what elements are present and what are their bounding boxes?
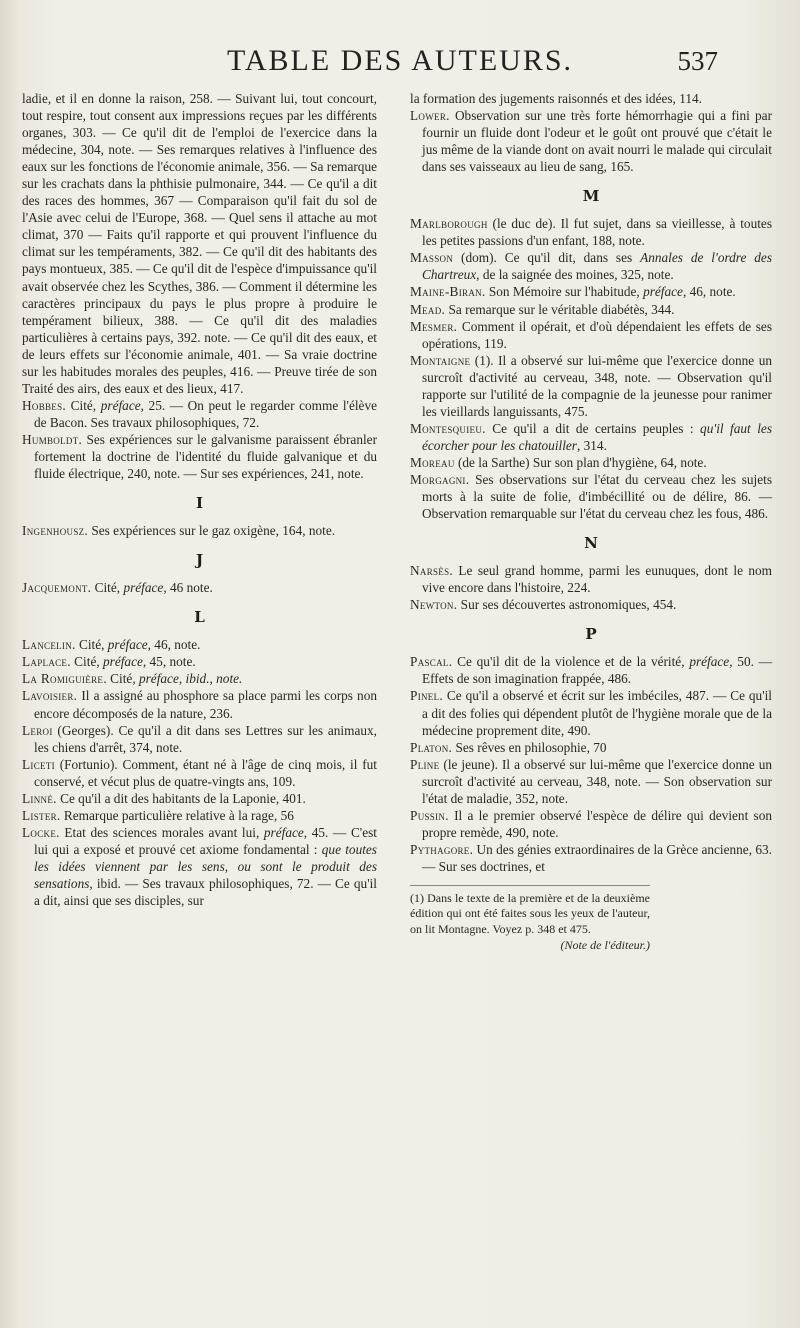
entry-text: Ses rêves en philosophie, 70	[452, 739, 607, 755]
entry-mesmer	[410, 318, 772, 352]
entry-name: Platon.	[410, 739, 453, 755]
entry-name: Morgagni.	[410, 471, 470, 487]
entry-name: Montesquieu.	[410, 420, 486, 436]
entry-italic: préface	[689, 654, 730, 670]
entry-text: Cité,	[66, 397, 101, 413]
entry-name: Lancelin.	[22, 637, 76, 653]
entry-name: Leroi	[22, 722, 53, 738]
entry-montaigne	[410, 352, 772, 420]
entry-name: Locke.	[22, 824, 60, 840]
entry-text: Ce qu'il a observé et écrit sur les imbéciles, 487. — Ce qu'il a dit des folies qui dépendent plutôt de l'hygiène morale que de la médecine proprement dite, 490.	[422, 688, 772, 738]
entry-name: La Romiguière.	[22, 671, 107, 687]
entry-montesquieu	[410, 420, 772, 454]
entry-text: Il a assigné au phosphore sa place parmi les corps non encore décomposés de la nature, 236.	[34, 688, 377, 721]
entry-italic: préface	[107, 637, 148, 653]
entry-text: Cité,	[106, 671, 139, 687]
running-title: TABLE DES AUTEURS.	[226, 44, 574, 77]
entry-name: Lister.	[22, 807, 61, 823]
section-letter-n: N	[584, 534, 598, 553]
section-letter-j: J	[195, 551, 204, 570]
page-header	[0, 44, 800, 84]
entry-masson	[410, 249, 772, 283]
entry-hobbes	[22, 397, 377, 431]
entry-italic: préface, ibid., note.	[138, 671, 243, 687]
entry-text: , 46 note.	[163, 580, 213, 596]
entry-name: Pascal.	[410, 654, 453, 670]
entry-text: Observation sur une très forte hémorrhagie qui a fini par fournir un fluide dont l'odeur et le goût ont prouvé que c'était le jus même de la viande dont on avait nourri le malade qui circulait dans ses vaisseaux au lieu de sang, 165.	[422, 108, 772, 175]
entry-hippocrate-continuation: ladie, et il en donne la raison, 258. — Suivant lui, tout concourt, tout respire, tout consent aux impressions reçues par les différents organes, 303. — Ce qu'il dit de l'emploi de l'exercice dans la médecine, 304, note. — Ses remarques relatives à l'influence des eaux sur les fonctions de l'économie animale, 356. — Sa remarque sur les crachats dans la phthisie pulmonaire, 344. — Ce qu'il a dit des races des hommes, 367 — Comparaison qu'il fait du sol de l'Asie avec celui de l'Europe, 368. — Quel sens il attache au mot climat, 370 — Faits qu'il rapporte et qui prouvent l'influence du climat sur les tempéraments, 382. — Ce qu'il dit des habitants des pays montueux, 385. — Ce qu'il dit de l'espèce d'impuissance qu'il avait observée chez les Scythes, 386. — Comment il détermine les caractères principaux du pays le plus propre à produire le tempérament bilieux, 388. — Ce qu'il dit des maladies particulières à certains pays, 392. note. — Ce qu'il dit des eaux, et de leurs effets sur l'économie animale, 401. — Sa vraie doctrine sur les habitudes morales des peuples, 416. — Preuve tirée de son Traité des airs, des eaux et des lieux, 417.	[22, 91, 377, 396]
entry-text: Sur ses découvertes astronomiques, 454.	[457, 597, 677, 613]
footnote	[410, 885, 650, 955]
entry-platon	[410, 739, 772, 756]
section-letter-m: M	[582, 187, 600, 206]
entry-name: Pussin.	[410, 807, 449, 823]
section-letter-p: P	[585, 625, 597, 644]
entry-text: Ses expériences sur le gaz oxigène, 164, note.	[88, 523, 336, 539]
entry-text: Ses expériences sur le galvanisme paraissent ébranler fortement la doctrine de l'identité du fluide galvanique et du fluide électrique, 240, note. — Sur ses expériences, 241, note.	[34, 431, 377, 482]
entry-text: Cité,	[91, 580, 124, 596]
entry-name: Pline	[410, 756, 440, 772]
entry-name: Laplace.	[22, 654, 71, 670]
entry-name: Montaigne	[410, 352, 471, 368]
entry-text: , 25. — On peut le regarder comme l'élève de Bacon. Ses travaux philosophiques, 72.	[34, 397, 378, 430]
entry-text: Il a le premier observé l'espèce de délire qui devient son propre remède, 490, note.	[422, 807, 772, 840]
entry-liceti	[22, 756, 377, 790]
entry-text: Cité,	[75, 637, 108, 653]
entry-marlborough	[410, 215, 772, 249]
entry-la-romiguiere	[22, 670, 377, 687]
entry-name: Hobbes.	[22, 397, 67, 413]
entry-name: Linné.	[22, 790, 57, 806]
entry-name: Liceti	[22, 756, 55, 772]
entry-text: (dom). Ce qu'il dit, dans ses	[453, 250, 641, 266]
entry-italic: préface	[103, 654, 143, 670]
section-letter-l: L	[194, 608, 205, 627]
entry-pinel	[410, 687, 772, 738]
entry-locke	[22, 824, 377, 909]
entry-name: Pythagore.	[410, 841, 474, 857]
entry-name: Masson	[410, 250, 454, 266]
entry-narses	[410, 562, 772, 596]
entry-lavoisier	[22, 687, 377, 721]
entry-text: , de la saignée des moines, 325, note.	[476, 267, 674, 283]
entry-name: Moreau	[410, 454, 455, 470]
entry-text: Comment il opérait, et d'où dépendaient les effets de ses opérations, 119.	[422, 318, 772, 351]
entry-italic: préface	[643, 284, 683, 300]
right-column	[410, 90, 772, 955]
entry-text: , ibid. — Ses travaux philosophiques, 72. — Ce qu'il a dit, ainsi que ses disciples, sur	[34, 875, 377, 909]
left-column	[22, 90, 377, 909]
entry-text: (Fortunio). Comment, étant né à l'âge de cinq mois, il fut conservé, et vécut plus de quatre-vingts ans, 109.	[34, 756, 377, 789]
entry-pascal	[410, 653, 772, 687]
entry-text: Etat des sciences morales avant lui,	[59, 824, 264, 840]
entry-text: (le duc de). Il fut sujet, dans sa vieillesse, à toutes les petites passions d'un enfant, 188, note.	[422, 216, 772, 249]
entry-text: Sa remarque sur le véritable diabétès, 344.	[445, 301, 675, 317]
entry-italic: préface	[100, 397, 141, 413]
entry-text: , 45, note.	[142, 654, 196, 670]
entry-morgagni	[410, 471, 772, 522]
entry-text: , 45. — C'est lui qui a exposé et prouvé cet axiome fondamental :	[34, 824, 377, 857]
entry-text: (1). Il a observé sur lui-même que l'exercice donne un surcroît d'activité au cerveau, 348, note. — Observation qu'il rapporte sur l'utilité de la compagnie de la jeunesse pour ranimer les vieillards languissants, 475.	[422, 352, 772, 419]
entry-italic: préface	[123, 580, 164, 596]
entry-text: , 46, note.	[682, 284, 736, 300]
entry-name: Maine-Biran.	[410, 284, 486, 300]
entry-text: (de la Sarthe) Sur son plan d'hygiène, 64, note.	[454, 454, 707, 470]
entry-ingenhousz	[22, 522, 377, 539]
entry-laplace	[22, 653, 377, 670]
entry-text: Un des génies extraordinaires de la Grèce ancienne, 63. — Sur ses doctrines, et	[422, 841, 772, 874]
entry-pline	[410, 756, 772, 807]
entry-maine-biran	[410, 283, 772, 300]
footnote-text: (1) Dans le texte de la première et de la deuxième édition qui ont été faites sous les yeux de l'auteur, on lit Montagne. Voyez p. 348 et 475.	[410, 890, 650, 936]
entry-humboldt	[22, 431, 377, 482]
entry-locke-continuation: la formation des jugements raisonnés et des idées, 114.	[410, 91, 702, 106]
entry-text: Ce qu'il a dit de certains peuples :	[485, 420, 701, 436]
entry-text: Son Mémoire sur l'habitude,	[485, 284, 644, 300]
entry-name: Mead.	[410, 301, 446, 317]
entry-lister	[22, 807, 377, 824]
entry-jacquemont	[22, 579, 377, 596]
entry-italic: Annales de l'ordre des Chartreux	[422, 250, 772, 283]
entry-lower	[410, 107, 772, 175]
entry-name: Lower.	[410, 108, 450, 124]
entry-lancelin	[22, 636, 377, 653]
entry-text: (le jeune). Il a observé sur lui-même que l'exercice donne un surcroît d'activité au cerveau, 348, note. — Son observation sur l'état de maladie, 352, note.	[422, 756, 772, 806]
entry-text: , 46, note.	[147, 637, 201, 653]
entry-name: Jacquemont.	[22, 580, 92, 596]
entry-leroi	[22, 722, 377, 756]
entry-name: Marlborough	[410, 216, 488, 232]
entry-name: Newton.	[410, 597, 458, 613]
entry-name: Humboldt.	[22, 431, 83, 447]
footnote-signature: (Note de l'éditeur.)	[560, 938, 650, 953]
entry-text: , 50. — Effets de son imagination frappée, 486.	[422, 654, 773, 687]
entry-text: Remarque particulière relative à la rage, 56	[60, 807, 294, 823]
entry-text: Ce qu'il dit de la violence et de la vérité,	[452, 654, 690, 670]
entry-text: (Georges). Ce qu'il a dit dans ses Lettres sur les animaux, les chiens d'arrêt, 374, note.	[34, 722, 377, 755]
entry-name: Pinel.	[410, 688, 444, 704]
entry-linne	[22, 790, 377, 807]
entry-text: Le seul grand homme, parmi les eunuques, dont le nom vive encore dans l'histoire, 224.	[422, 563, 772, 596]
entry-text: Ce qu'il a dit des habitants de la Laponie, 401.	[56, 790, 306, 806]
entry-name: Lavoisier.	[22, 688, 78, 704]
entry-moreau	[410, 454, 772, 471]
entry-newton	[410, 596, 772, 613]
entry-name: Narsès.	[410, 563, 454, 579]
section-letter-i: I	[195, 494, 204, 513]
entry-text: Ses observations sur l'état du cerveau chez les sujets morts à la suite de folie, d'imbécillité ou de délire, 86. — Observation remarquable sur l'état du cerveau chez les fous, 486.	[422, 471, 772, 522]
entry-pythagore	[410, 841, 772, 875]
entry-pussin	[410, 807, 772, 841]
entry-text: , 314.	[576, 437, 607, 453]
entry-italic: qu'il faut les écorcher pour les chatouiller	[422, 420, 772, 453]
entry-name: Ingenhousz.	[22, 523, 89, 539]
entry-mead	[410, 301, 772, 318]
entry-text: Cité,	[70, 654, 103, 670]
entry-italic: préface	[263, 824, 304, 840]
page-number: 537	[677, 46, 718, 76]
entry-italic: que toutes les idées viennent par les sens, ou sont le produit des sensations	[34, 841, 377, 891]
entry-name: Mesmer.	[410, 318, 458, 334]
